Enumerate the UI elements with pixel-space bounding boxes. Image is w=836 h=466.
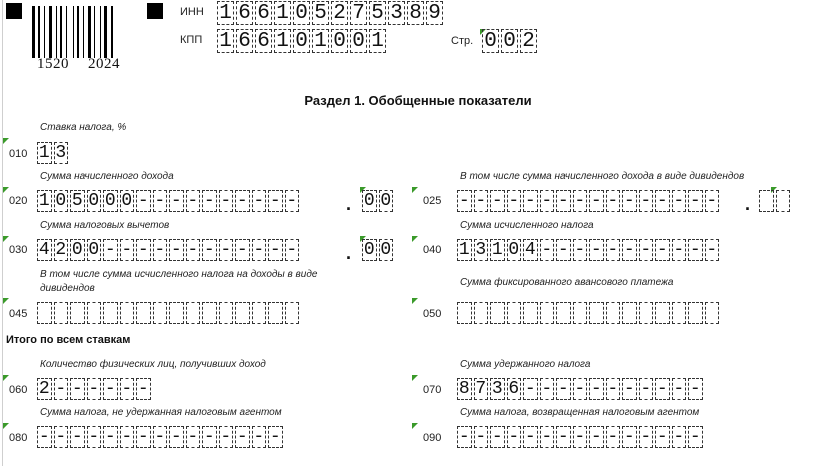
char-cell: - <box>104 379 116 399</box>
char-cell: - <box>269 191 281 211</box>
char-cell: - <box>286 240 298 260</box>
field-marker <box>3 236 9 242</box>
code-025: 025 <box>423 195 442 207</box>
code-060: 060 <box>9 384 28 396</box>
withheld-tax-field[interactable] <box>457 378 705 400</box>
barcode-bar <box>49 6 52 58</box>
char-cell: - <box>71 427 83 447</box>
char-cell: - <box>38 427 50 447</box>
char-cell <box>672 302 687 324</box>
decimal-point: . <box>745 194 751 214</box>
char-cell: - <box>104 427 116 447</box>
char-cell: - <box>137 191 149 211</box>
field-marker <box>3 423 9 429</box>
char-cell <box>219 302 234 324</box>
char-cell: - <box>508 427 520 447</box>
char-cell: 0 <box>121 191 133 211</box>
char-cell: - <box>508 191 520 211</box>
calculated-tax-field[interactable] <box>457 239 721 261</box>
char-cell <box>457 302 472 324</box>
registration-mark-right <box>147 3 163 19</box>
char-cell: - <box>203 191 215 211</box>
char-cell: - <box>137 379 149 399</box>
barcode-bar <box>56 6 57 58</box>
char-cell <box>54 302 69 324</box>
char-cell: 1 <box>369 29 386 53</box>
char-cell: - <box>656 240 668 260</box>
caption-045: В том числе сумма исчисленного налога на доходы в виде дивидендов <box>40 269 318 294</box>
char-cell <box>186 302 201 324</box>
char-cell: - <box>269 240 281 260</box>
char-cell: - <box>170 240 182 260</box>
code-080: 080 <box>9 432 28 444</box>
char-cell: - <box>673 240 685 260</box>
char-cell: 7 <box>350 1 367 25</box>
char-cell: 2 <box>520 29 537 53</box>
char-cell: - <box>170 427 182 447</box>
char-cell: - <box>88 379 100 399</box>
char-cell: 8 <box>458 379 470 399</box>
barcode-bar <box>77 6 79 58</box>
barcode <box>32 6 130 58</box>
char-cell: - <box>121 379 133 399</box>
char-cell: - <box>574 379 586 399</box>
dividend-tax-field[interactable] <box>37 302 301 324</box>
char-cell <box>120 302 135 324</box>
char-cell: - <box>656 191 668 211</box>
char-cell: - <box>623 240 635 260</box>
char-cell: - <box>706 191 718 211</box>
persons-count-field[interactable] <box>37 378 153 400</box>
char-cell <box>573 302 588 324</box>
caption-060: Количество физических лиц, получивших доход <box>40 359 266 370</box>
code-030: 030 <box>9 244 28 256</box>
field-marker <box>412 298 418 304</box>
page-label: Стр. <box>451 35 474 47</box>
char-cell: 3 <box>491 379 503 399</box>
char-cell: 6 <box>255 29 272 53</box>
caption-025: В том числе сумма начисленного дохода в виде дивидендов <box>460 171 745 182</box>
dividend-income-kopecks-field[interactable] <box>759 190 792 212</box>
caption-080: Сумма налога, не удержанная налоговым агентом <box>40 407 282 418</box>
char-cell: 5 <box>312 1 329 25</box>
char-cell: 2 <box>55 240 67 260</box>
char-cell: - <box>491 427 503 447</box>
char-cell: - <box>203 427 215 447</box>
char-cell: - <box>656 427 668 447</box>
left-border-line <box>2 0 3 466</box>
char-cell: 4 <box>524 240 536 260</box>
char-cell: 2 <box>38 379 50 399</box>
char-cell <box>153 302 168 324</box>
char-cell: - <box>236 240 248 260</box>
barcode-bar <box>66 6 67 58</box>
char-cell: 5 <box>369 1 386 25</box>
caption-010: Ставка налога, % <box>40 122 127 133</box>
char-cell: 0 <box>508 240 520 260</box>
char-cell <box>759 190 774 212</box>
char-cell: 1 <box>274 1 291 25</box>
inn-field <box>217 1 445 25</box>
char-cell: - <box>269 427 281 447</box>
char-cell: - <box>121 427 133 447</box>
char-cell <box>622 302 637 324</box>
char-cell: - <box>574 427 586 447</box>
char-cell: 2 <box>331 1 348 25</box>
char-cell: 6 <box>255 1 272 25</box>
caption-040: Сумма исчисленного налога <box>460 220 594 231</box>
barcode-bar <box>88 6 91 58</box>
char-cell: 0 <box>482 29 499 53</box>
char-cell: - <box>55 427 67 447</box>
char-cell: 6 <box>508 379 520 399</box>
char-cell: - <box>187 240 199 260</box>
kpp-label: КПП <box>180 34 203 46</box>
char-cell <box>639 302 654 324</box>
char-cell: - <box>121 240 133 260</box>
char-cell: - <box>673 427 685 447</box>
char-cell: - <box>623 379 635 399</box>
char-cell: 9 <box>426 1 443 25</box>
char-cell: - <box>286 191 298 211</box>
char-cell: - <box>607 379 619 399</box>
char-cell: - <box>187 191 199 211</box>
char-cell <box>37 302 52 324</box>
barcode-number-right: 2024 <box>88 56 120 72</box>
barcode-bar <box>44 6 45 58</box>
char-cell: - <box>187 427 199 447</box>
char-cell: - <box>524 427 536 447</box>
char-cell: - <box>574 240 586 260</box>
caption-090: Сумма налога, возвращенная налоговым агентом <box>460 407 700 418</box>
inn-label: ИНН <box>180 6 204 18</box>
char-cell: - <box>541 379 553 399</box>
char-cell: - <box>640 379 652 399</box>
section-title: Раздел 1. Обобщенные показатели <box>304 93 532 108</box>
barcode-bar <box>94 6 95 58</box>
barcode-bar <box>60 6 62 58</box>
char-cell: - <box>590 240 602 260</box>
char-cell: - <box>656 379 668 399</box>
fixed-advance-payment-field[interactable] <box>457 302 721 324</box>
char-cell: - <box>706 240 718 260</box>
char-cell: 8 <box>407 1 424 25</box>
char-cell: - <box>253 191 265 211</box>
char-cell <box>507 302 522 324</box>
char-cell: - <box>475 427 487 447</box>
code-045: 045 <box>9 308 28 320</box>
char-cell: - <box>541 427 553 447</box>
field-marker <box>412 236 418 242</box>
char-cell <box>169 302 184 324</box>
char-cell: - <box>557 191 569 211</box>
char-cell: - <box>590 427 602 447</box>
barcode-bar <box>73 6 74 58</box>
tax-rate-field[interactable] <box>37 142 70 164</box>
char-cell <box>705 302 720 324</box>
char-cell: - <box>640 427 652 447</box>
caption-020: Сумма начисленного дохода <box>40 171 174 182</box>
char-cell: 1 <box>312 29 329 53</box>
char-cell: - <box>154 191 166 211</box>
char-cell: - <box>689 427 701 447</box>
char-cell: - <box>220 427 232 447</box>
page-number-field <box>482 29 539 53</box>
char-cell: 1 <box>38 191 50 211</box>
char-cell: - <box>574 191 586 211</box>
caption-070: Сумма удержанного налога <box>460 359 591 370</box>
char-cell: - <box>541 191 553 211</box>
barcode-bar <box>100 6 101 58</box>
char-cell: - <box>590 379 602 399</box>
char-cell: 0 <box>380 240 392 260</box>
char-cell <box>474 302 489 324</box>
char-cell: 0 <box>71 240 83 260</box>
char-cell: - <box>137 427 149 447</box>
char-cell: 6 <box>236 1 253 25</box>
char-cell: - <box>640 191 652 211</box>
char-cell: - <box>557 379 569 399</box>
char-cell <box>556 302 571 324</box>
accrued-income-kopecks-field[interactable] <box>362 190 395 212</box>
returned-tax-field[interactable] <box>457 426 705 448</box>
not-withheld-tax-field[interactable] <box>37 426 285 448</box>
char-cell: 1 <box>458 240 470 260</box>
char-cell: - <box>253 427 265 447</box>
char-cell: - <box>220 240 232 260</box>
barcode-bar <box>38 6 40 58</box>
code-020: 020 <box>9 195 28 207</box>
char-cell: 0 <box>363 240 375 260</box>
field-marker <box>412 375 418 381</box>
char-cell: - <box>154 240 166 260</box>
char-cell: 0 <box>350 29 367 53</box>
char-cell: 1 <box>217 29 234 53</box>
char-cell <box>606 302 621 324</box>
char-cell: - <box>623 427 635 447</box>
field-marker <box>3 375 9 381</box>
char-cell: - <box>170 191 182 211</box>
char-cell: - <box>541 240 553 260</box>
code-010: 010 <box>9 148 28 160</box>
char-cell: - <box>458 191 470 211</box>
char-cell <box>70 302 85 324</box>
code-090: 090 <box>423 432 442 444</box>
char-cell: 0 <box>293 1 310 25</box>
char-cell: - <box>137 240 149 260</box>
char-cell: 0 <box>88 191 100 211</box>
kpp-field <box>217 29 388 53</box>
barcode-bar <box>32 6 35 58</box>
char-cell: - <box>673 379 685 399</box>
char-cell: 1 <box>217 1 234 25</box>
char-cell: - <box>607 427 619 447</box>
char-cell <box>252 302 267 324</box>
char-cell: 3 <box>388 1 405 25</box>
code-070: 070 <box>423 384 442 396</box>
char-cell <box>103 302 118 324</box>
char-cell: - <box>88 427 100 447</box>
char-cell <box>589 302 604 324</box>
char-cell <box>202 302 217 324</box>
char-cell: 0 <box>380 191 392 211</box>
char-cell: - <box>458 427 470 447</box>
char-cell <box>540 302 555 324</box>
char-cell <box>490 302 505 324</box>
char-cell: - <box>689 191 701 211</box>
char-cell: 0 <box>501 29 518 53</box>
char-cell: 7 <box>475 379 487 399</box>
barcode-number-left: 1520 <box>37 56 69 72</box>
char-cell: - <box>607 240 619 260</box>
char-cell: - <box>623 191 635 211</box>
char-cell <box>136 302 151 324</box>
tax-deductions-kopecks-field[interactable] <box>362 239 395 261</box>
char-cell: 1 <box>274 29 291 53</box>
char-cell <box>268 302 283 324</box>
accrued-income-field[interactable] <box>37 190 301 212</box>
char-cell: 3 <box>55 143 67 163</box>
code-050: 050 <box>423 308 442 320</box>
char-cell: - <box>673 191 685 211</box>
char-cell <box>688 302 703 324</box>
char-cell: - <box>475 191 487 211</box>
barcode-bar <box>111 6 113 58</box>
field-marker <box>3 138 9 144</box>
char-cell: - <box>55 379 67 399</box>
char-cell: 0 <box>88 240 100 260</box>
tax-deductions-field[interactable] <box>37 239 301 261</box>
char-cell: - <box>590 191 602 211</box>
field-marker <box>3 187 9 193</box>
char-cell <box>776 190 791 212</box>
char-cell: - <box>236 191 248 211</box>
code-040: 040 <box>423 244 442 256</box>
char-cell: 0 <box>55 191 67 211</box>
char-cell <box>523 302 538 324</box>
char-cell: - <box>689 240 701 260</box>
char-cell: 0 <box>363 191 375 211</box>
char-cell <box>87 302 102 324</box>
barcode-bar <box>104 6 107 58</box>
char-cell: 1 <box>491 240 503 260</box>
char-cell: 0 <box>104 191 116 211</box>
decimal-point: . <box>346 243 352 263</box>
char-cell: - <box>491 191 503 211</box>
decimal-point: . <box>346 194 352 214</box>
char-cell: 1 <box>38 143 50 163</box>
char-cell: 0 <box>331 29 348 53</box>
char-cell: - <box>154 427 166 447</box>
char-cell: - <box>607 191 619 211</box>
char-cell: 4 <box>38 240 50 260</box>
char-cell: - <box>557 240 569 260</box>
char-cell: 0 <box>293 29 310 53</box>
field-marker <box>3 298 9 304</box>
char-cell: - <box>253 240 265 260</box>
caption-050: Сумма фиксированного авансового платежа <box>460 277 674 288</box>
field-marker <box>412 423 418 429</box>
total-section-heading: Итого по всем ставкам <box>6 334 131 346</box>
char-cell: - <box>104 240 116 260</box>
char-cell: 6 <box>236 29 253 53</box>
char-cell: - <box>71 379 83 399</box>
char-cell: - <box>236 427 248 447</box>
char-cell: 3 <box>475 240 487 260</box>
dividend-income-field[interactable] <box>457 190 721 212</box>
char-cell: - <box>557 427 569 447</box>
char-cell: - <box>640 240 652 260</box>
char-cell: 5 <box>71 191 83 211</box>
char-cell: - <box>203 240 215 260</box>
caption-030: Сумма налоговых вычетов <box>40 220 170 231</box>
char-cell <box>655 302 670 324</box>
char-cell <box>285 302 300 324</box>
char-cell: - <box>524 191 536 211</box>
char-cell: - <box>220 191 232 211</box>
registration-mark-left <box>6 3 22 19</box>
field-marker <box>412 187 418 193</box>
char-cell <box>235 302 250 324</box>
barcode-bar <box>83 6 84 58</box>
char-cell: - <box>524 379 536 399</box>
char-cell: - <box>689 379 701 399</box>
